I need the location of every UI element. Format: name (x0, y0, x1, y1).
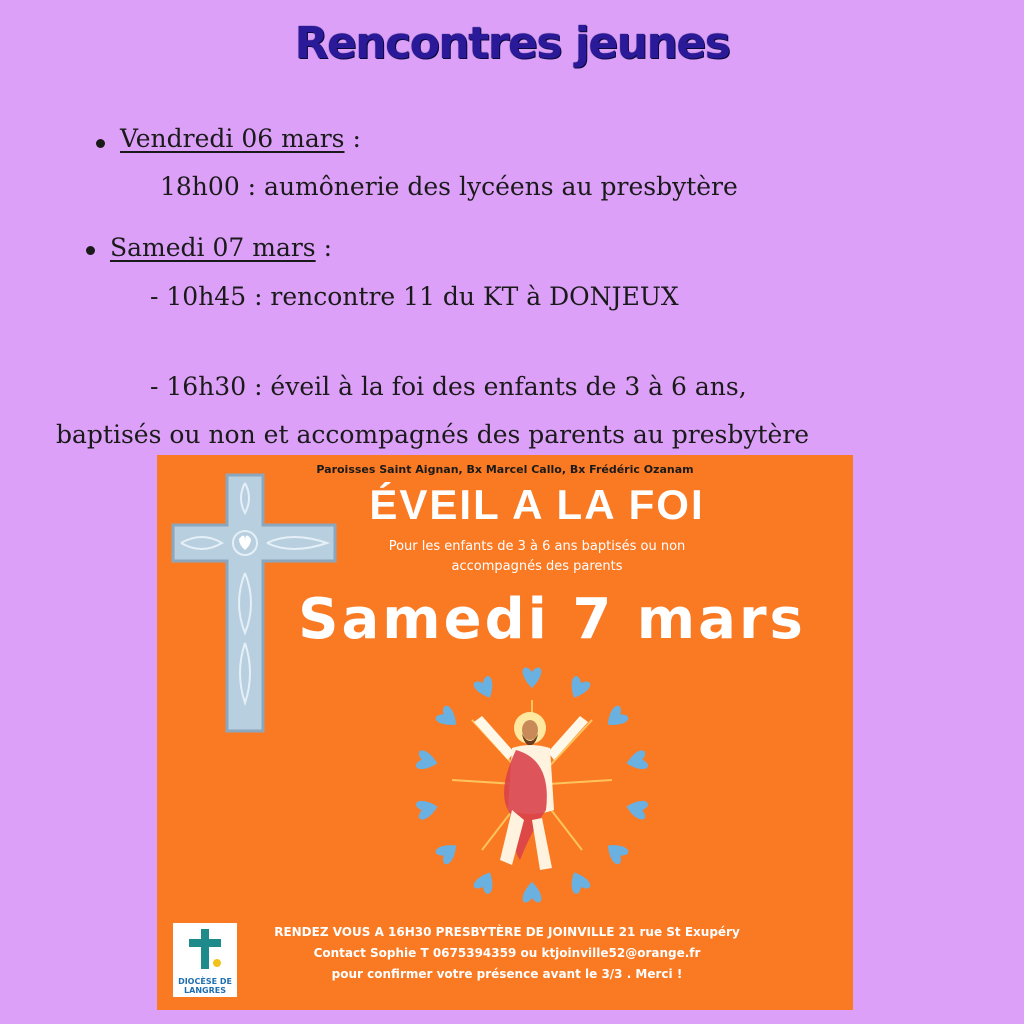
poster-subtitle-line: Pour les enfants de 3 à 6 ans baptisés ou non (388, 539, 686, 554)
poster-footer-rdv: RENDEZ VOUS A 16H30 PRESBYTÈRE DE JOINVILLE 21 rue St Exupéry (274, 925, 740, 939)
diocese-logo (173, 923, 237, 997)
poster-date: Samedi 7 mars (298, 587, 806, 652)
diocese-logo-text (173, 977, 237, 995)
diocese-logo-line: DIOCÈSE DE (178, 977, 232, 986)
event-day-friday (120, 124, 361, 153)
bullet-icon (86, 246, 95, 255)
event-day-label: Samedi 07 mars (110, 233, 316, 262)
poster-subtitle (327, 537, 747, 577)
jesus-illustration (412, 660, 652, 920)
diocese-cross-icon (187, 927, 223, 971)
bullet-icon (96, 139, 105, 148)
poster-footer-contact: Contact Sophie T 0675394359 ou ktjoinville52@orange.fr (313, 946, 701, 960)
heart-icon (415, 750, 439, 773)
event-day-separator: : (315, 233, 333, 262)
event-day-saturday (110, 233, 332, 262)
heart-icon (566, 868, 592, 895)
poster-heading: ÉVEIL A LA FOI (369, 481, 705, 528)
heart-icon (602, 704, 630, 731)
page-title: Rencontres jeunes (294, 18, 730, 69)
heart-icon (523, 882, 542, 903)
heart-icon (624, 750, 648, 773)
event-detail: - 10h45 : rencontre 11 du KT à DONJEUX (150, 282, 679, 311)
heart-icon (473, 868, 499, 895)
heart-icon (566, 675, 592, 702)
heart-icon (434, 838, 462, 865)
heart-icon (523, 668, 542, 689)
heart-icon (602, 838, 630, 865)
event-detail: - 16h30 : éveil à la foi des enfants de 3 à 6 ans, (150, 372, 747, 401)
event-detail: 18h00 : aumônerie des lycéens au presbytère (160, 172, 738, 201)
event-detail: baptisés ou non et accompagnés des parents au presbytère (56, 420, 810, 449)
diocese-logo-line: LANGRES (184, 986, 226, 995)
eveil-poster (157, 455, 853, 1010)
heart-icon (415, 797, 439, 820)
event-day-separator: : (344, 124, 361, 153)
poster-footer-confirm: pour confirmer votre présence avant le 3/3 . Merci ! (331, 967, 683, 981)
event-day-label: Vendredi 06 mars (120, 124, 345, 153)
poster-parishes: Paroisses Saint Aignan, Bx Marcel Callo, Bx Frédéric Ozanam (316, 463, 694, 476)
heart-icon (473, 675, 499, 702)
heart-icon (624, 797, 648, 820)
poster-subtitle-line: accompagnés des parents (451, 559, 623, 574)
heart-icon (434, 704, 462, 731)
